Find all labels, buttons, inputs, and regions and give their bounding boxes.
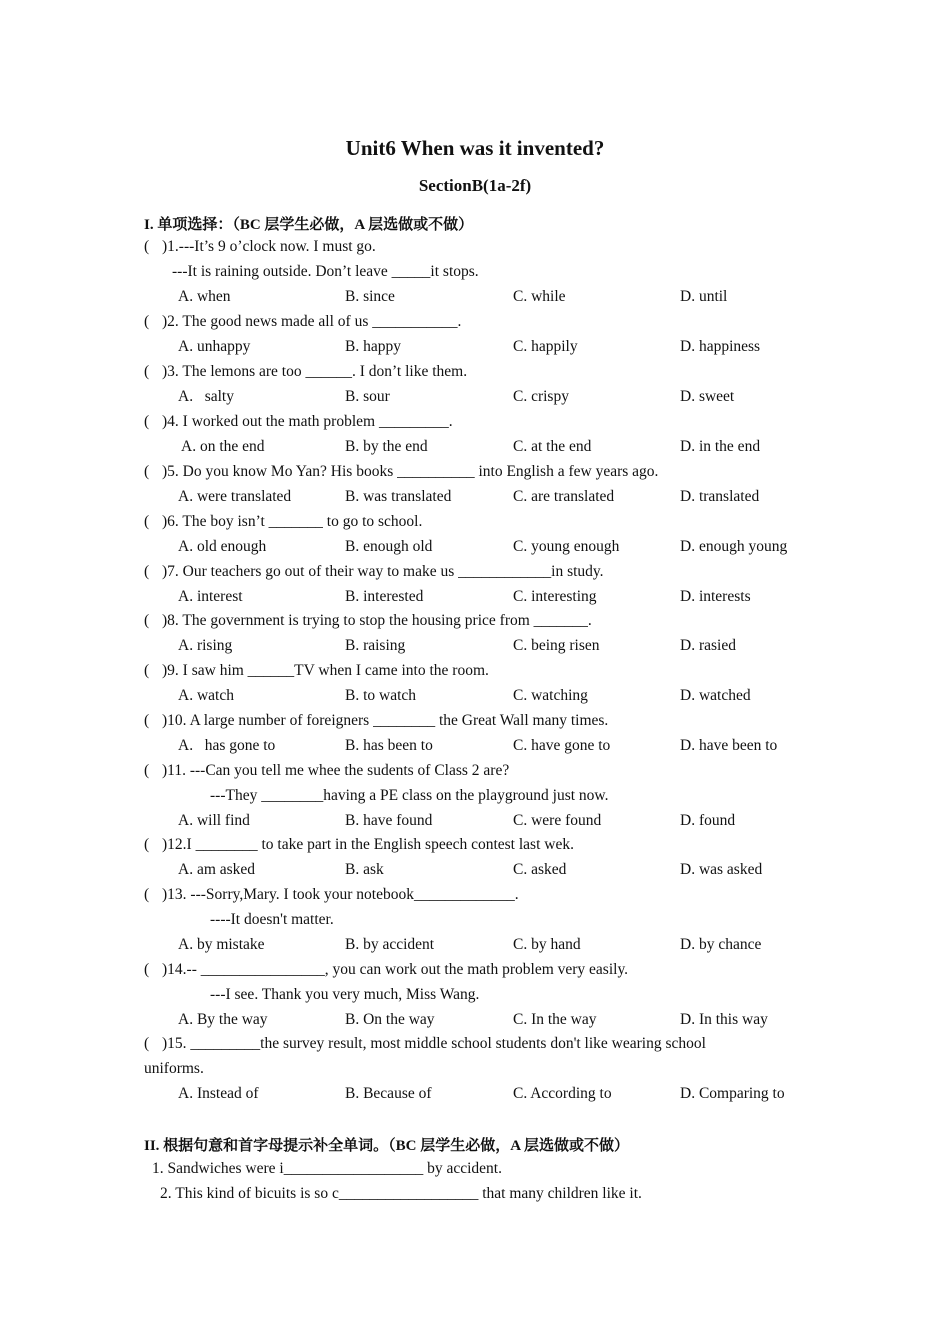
option-a: A. on the end: [178, 438, 265, 455]
question-10: ( )10. A large number of foreigners ________ the Great Wall many times.: [144, 712, 609, 729]
option-b: B. since: [345, 288, 395, 305]
option-d: D. happiness: [680, 338, 761, 355]
question-2: ( )2. The good news made all of us ___________.: [144, 313, 462, 330]
option-c: C. being risen: [513, 637, 600, 654]
option-c: C. asked: [513, 861, 567, 878]
option-c: C. watching: [513, 687, 588, 704]
question-11-line-2: ---They ________having a PE class on the playground just now.: [210, 787, 609, 804]
option-a: A. Instead of: [178, 1085, 259, 1102]
option-c: C. happily: [513, 338, 578, 355]
option-c: C. In the way: [513, 1011, 597, 1028]
option-b: B. was translated: [345, 488, 452, 505]
question-1: ( )1.---It’s 9 o’clock now. I must go.: [144, 238, 376, 255]
fill-in-item-2: 2. This kind of bicuits is so c__________________ that many children like it.: [160, 1185, 642, 1202]
option-c: C. interesting: [513, 588, 597, 605]
option-d: D. rasied: [680, 637, 736, 654]
option-a: A. were translated: [178, 488, 292, 505]
option-d: D. In this way: [680, 1011, 768, 1028]
option-a: A. by mistake: [178, 936, 265, 953]
option-a: A. will find: [178, 812, 250, 829]
option-a: A. interest: [178, 588, 243, 605]
option-d: D. enough young: [680, 538, 788, 555]
fill-in-item-1: 1. Sandwiches were i__________________ by accident.: [152, 1160, 502, 1177]
option-c: C. young enough: [513, 538, 620, 555]
option-a: A. am asked: [178, 861, 256, 878]
question-8: ( )8. The government is trying to stop the housing price from _______.: [144, 612, 592, 629]
option-a: A. rising: [178, 637, 233, 654]
option-d: D. interests: [680, 588, 751, 605]
section-heading-word-completion: II. 根据句意和首字母提示补全单词。（BC 层学生必做，A 层选做或不做）: [144, 1138, 630, 1154]
option-b: B. ask: [345, 861, 384, 878]
worksheet-title: Unit6 When was it invented?: [345, 136, 605, 160]
option-c: C. at the end: [513, 438, 592, 455]
option-b: B. have found: [345, 812, 433, 829]
section-heading-multiple-choice: I. 单项选择：（BC 层学生必做，A 层选做或不做）: [144, 217, 474, 233]
option-d: D. Comparing to: [680, 1085, 785, 1102]
option-c: C. while: [513, 288, 566, 305]
question-12: ( )12.I ________ to take part in the English speech contest last wek.: [144, 836, 574, 853]
question-13: ( )13. ---Sorry,Mary. I took your notebook_____________.: [144, 886, 519, 903]
question-15: ( )15. _________the survey result, most middle school students don't like wearing school uniforms.: [144, 1035, 706, 1077]
option-b: B. enough old: [345, 538, 433, 555]
option-a: A. when: [178, 288, 231, 305]
question-1-line-2: ---It is raining outside. Don’t leave _____it stops.: [172, 263, 479, 280]
option-c: C. were found: [513, 812, 602, 829]
option-b: B. raising: [345, 637, 406, 654]
question-14: ( )14.-- ________________, you can work out the math problem very easily.: [144, 961, 629, 978]
option-b: B. to watch: [345, 687, 417, 704]
option-d: D. until: [680, 288, 728, 305]
question-11: ( )11. ---Can you tell me whee the sudents of Class 2 are?: [144, 762, 510, 779]
option-b: B. happy: [345, 338, 401, 355]
question-3: ( )3. The lemons are too ______. I don’t like them.: [144, 363, 468, 380]
question-9: ( )9. I saw him ______TV when I came into the room.: [144, 662, 489, 679]
question-7: ( )7. Our teachers go out of their way to make us ____________in study.: [144, 563, 604, 580]
option-c: C. are translated: [513, 488, 615, 505]
option-a: A. old enough: [178, 538, 267, 555]
option-c: C. According to: [513, 1085, 612, 1102]
option-c: C. crispy: [513, 388, 569, 405]
question-6: ( )6. The boy isn’t _______ to go to school.: [144, 513, 423, 530]
option-c: C. by hand: [513, 936, 581, 953]
option-d: D. by chance: [680, 936, 762, 953]
option-b: B. has been to: [345, 737, 433, 754]
option-d: D. sweet: [680, 388, 735, 405]
option-b: B. by accident: [345, 936, 435, 953]
option-d: D. translated: [680, 488, 760, 505]
option-c: C. have gone to: [513, 737, 611, 754]
question-13-line-2: ----It doesn't matter.: [210, 911, 334, 928]
question-14-line-2: ---I see. Thank you very much, Miss Wang.: [210, 986, 480, 1003]
option-a: A. has gone to: [178, 737, 276, 754]
question-4: ( )4. I worked out the math problem _________.: [144, 413, 453, 430]
option-a: A. salty: [178, 388, 234, 405]
option-b: B. by the end: [345, 438, 428, 455]
option-a: A. unhappy: [178, 338, 251, 355]
option-d: D. in the end: [680, 438, 761, 455]
option-b: B. interested: [345, 588, 424, 605]
option-b: B. sour: [345, 388, 390, 405]
option-a: A. watch: [178, 687, 234, 704]
option-d: D. watched: [680, 687, 751, 704]
option-b: B. Because of: [345, 1085, 432, 1102]
option-b: B. On the way: [345, 1011, 435, 1028]
option-d: D. was asked: [680, 861, 763, 878]
worksheet-subtitle: SectionB(1a-2f): [418, 176, 532, 195]
question-5: ( )5. Do you know Mo Yan? His books __________ into English a few years ago.: [144, 463, 659, 480]
option-d: D. found: [680, 812, 736, 829]
option-a: A. By the way: [178, 1011, 268, 1028]
option-d: D. have been to: [680, 737, 778, 754]
